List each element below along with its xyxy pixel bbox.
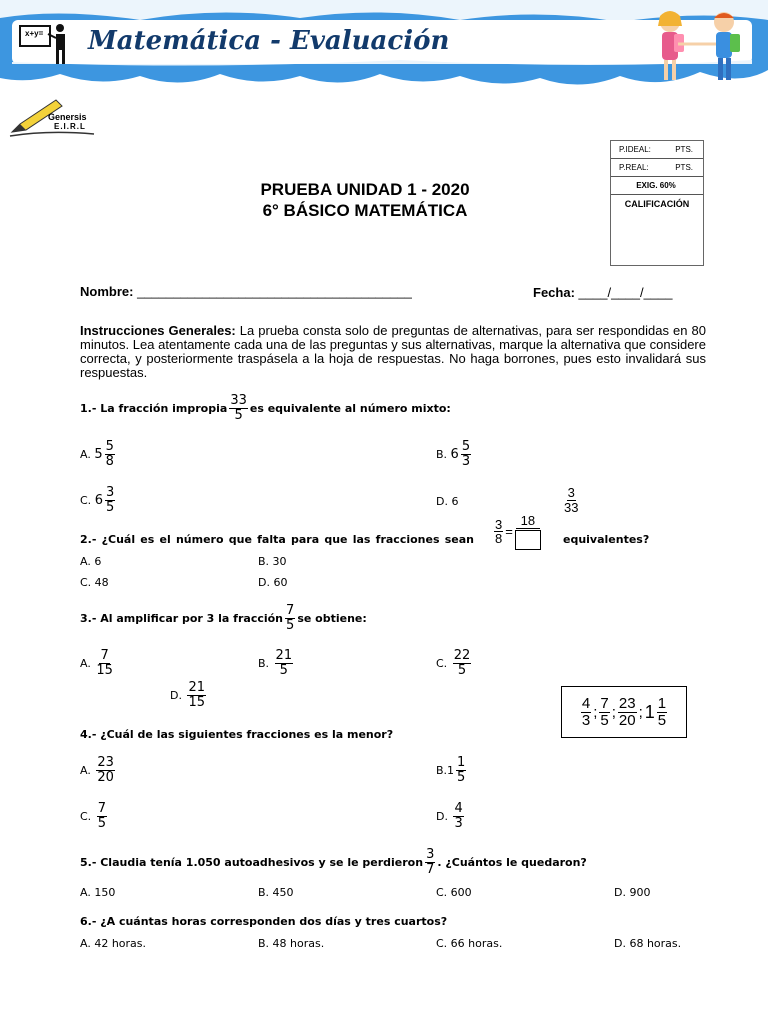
q6-option-b[interactable]: B. 48 horas. (258, 937, 325, 950)
q4-box-f3d: 20 (618, 711, 636, 729)
q2-eq-frac1 (494, 518, 503, 546)
q1-a-letter: A. (80, 447, 91, 461)
q4-c-den: 5 (97, 815, 106, 831)
q5-fraction (425, 848, 435, 876)
q1-num: 33 (230, 393, 247, 408)
q4-d-num: 4 (454, 801, 463, 816)
exam-title-line2: 6° BÁSICO MATEMÁTICA (262, 201, 468, 220)
q3-d-frac (187, 681, 206, 709)
q2-option-b[interactable]: B. 30 (258, 555, 287, 568)
q3-a-frac (96, 649, 113, 677)
q2-top-fraction (564, 486, 578, 514)
question-1 (80, 394, 451, 422)
q2-eq-frac2 (515, 514, 541, 550)
date-field[interactable] (533, 285, 673, 300)
q1-c-num: 3 (105, 485, 115, 500)
real-row (611, 159, 703, 177)
q2-equation (492, 514, 543, 550)
q2-eq-n1: 3 (495, 516, 503, 532)
name-blank: ______________________________________ (137, 284, 412, 299)
q5-option-b[interactable]: B. 450 (258, 886, 294, 899)
q2-post: equivalentes? (563, 533, 650, 546)
q1-option-c[interactable] (80, 486, 117, 514)
q4-box-frac2 (599, 696, 609, 729)
q1-post: es equivalente al número mixto: (249, 401, 451, 415)
q1-a-den: 8 (105, 453, 114, 469)
q4-box-sep2: ; (611, 703, 616, 721)
q1-den: 5 (234, 407, 243, 423)
q4-fractions-box (561, 686, 687, 738)
q4-option-c[interactable] (80, 802, 109, 830)
q4-d-frac (453, 802, 463, 830)
q3-b-num: 21 (275, 648, 293, 663)
q4-a-num: 23 (97, 755, 114, 770)
q2-option-d[interactable]: D. 60 (258, 576, 288, 589)
q3-b-den: 5 (279, 662, 288, 678)
q5-post: . ¿Cuántos le quedaron? (437, 855, 587, 869)
instructions (80, 324, 706, 380)
q2-option-a[interactable]: A. 6 (80, 555, 102, 568)
q4-c-letter: C. (80, 809, 92, 823)
q3-d-den: 15 (188, 694, 206, 710)
q2-top-den: 33 (564, 499, 579, 515)
q5-option-a[interactable]: A. 150 (80, 886, 116, 899)
q1-c-frac (105, 486, 115, 514)
q2-answer-box[interactable] (515, 530, 541, 550)
kids-illustration (638, 6, 758, 90)
q4-box-whole: 1 (644, 701, 655, 722)
q4-box-f1d: 3 (581, 711, 591, 729)
q4-b-num: 1 (457, 755, 466, 770)
real-label: P.REAL: (619, 163, 649, 172)
ideal-label: P.IDEAL: (619, 145, 651, 154)
q4-c-frac (97, 802, 107, 830)
q1-b-whole: 6 (450, 446, 459, 462)
q4-box-sep3: ; (638, 703, 643, 721)
q4-box-f2n: 7 (600, 694, 609, 712)
q4-box-f4d: 5 (657, 711, 667, 729)
q4-box-sep1: ; (593, 703, 598, 721)
q5-option-c[interactable]: C. 600 (436, 886, 472, 899)
q3-d-letter: D. (170, 688, 182, 702)
calif-label: CALIFICACIÓN (624, 199, 690, 209)
q6-option-c[interactable]: C. 66 horas. (436, 937, 503, 950)
q3-b-frac (275, 649, 294, 677)
q2-option-c[interactable]: C. 48 (80, 576, 109, 589)
q3-b-letter: B. (258, 656, 270, 670)
question-6: 6.- ¿A cuántas horas corresponden dos días y tres cuartos? (80, 915, 448, 928)
q4-b-den: 5 (457, 769, 466, 785)
q5-pre: 5.- Claudia tenía 1.050 autoadhesivos y se le perdieron (80, 855, 424, 869)
q1-b-num: 5 (461, 439, 471, 454)
q1-c-den: 5 (105, 499, 115, 515)
q4-a-letter: A. (80, 763, 91, 777)
q4-a-den: 20 (97, 769, 114, 785)
q1-d-letter: D. (436, 495, 448, 508)
q4-box-f4n: 1 (657, 694, 667, 712)
q3-post: se obtiene: (297, 611, 367, 625)
board-text: x+y= (25, 29, 44, 38)
q4-box-f1n: 4 (581, 694, 591, 712)
q4-box-frac4 (657, 696, 667, 729)
q3-d-num: 21 (188, 680, 206, 695)
q4-box-frac1 (581, 696, 591, 729)
company-logo (8, 94, 98, 138)
q4-d-den: 3 (454, 815, 463, 831)
instructions-text: La prueba consta solo de preguntas de alternativas, para ser respondidas en 80 minutos. Lea atentamente cada una de las preguntas y sus alternativas, marque la alternativa que considere correcta, y posteriormente traspásela a la hoja de respuestas. No haga borrones, pues esto invalidará sus respuestas. (80, 323, 706, 380)
q1-a-frac (105, 440, 115, 468)
exam-title (200, 180, 530, 221)
q1-option-d[interactable] (436, 495, 458, 508)
q4-box-frac3 (618, 696, 637, 729)
q1-b-frac (461, 440, 471, 468)
q6-option-d[interactable]: D. 68 horas. (614, 937, 682, 950)
q3-a-letter: A. (80, 656, 91, 670)
q2-top-num: 3 (567, 485, 575, 500)
q4-option-a[interactable] (80, 756, 117, 784)
instructions-label: Instrucciones Generales: (80, 323, 236, 338)
q3-a-num: 7 (100, 648, 109, 663)
q1-c-letter: C. (80, 493, 92, 507)
q6-option-a[interactable]: A. 42 horas. (80, 937, 147, 950)
q3-c-den: 5 (457, 662, 467, 678)
real-pts: PTS. (675, 163, 693, 172)
exig-label: EXIG. 60% (636, 181, 676, 190)
ideal-row (611, 141, 703, 159)
q2-eq-d1: 8 (495, 531, 503, 547)
logo-line1: Genersis (48, 112, 87, 122)
q1-option-b[interactable] (436, 440, 473, 468)
q3-fraction (285, 604, 295, 632)
score-box (610, 140, 704, 266)
q3-option-d[interactable] (170, 681, 208, 709)
q3-num: 7 (286, 603, 295, 618)
q1-a-num: 5 (105, 439, 114, 454)
q1-c-whole: 6 (94, 492, 103, 508)
q1-d-value: 6 (451, 495, 459, 508)
q4-box-f3n: 23 (618, 694, 636, 712)
q3-c-frac (453, 649, 472, 677)
exig-row (611, 177, 703, 195)
teacher-board-icon (18, 22, 70, 66)
date-blank: ____/____/____ (578, 285, 673, 300)
q4-b-letter: B.1 (436, 763, 455, 777)
q4-a-frac (96, 756, 115, 784)
q1-a-whole: 5 (94, 446, 103, 462)
q3-pre: 3.- Al amplificar por 3 la fracción (80, 611, 284, 625)
q3-c-letter: C. (436, 656, 448, 670)
exam-title-line1: PRUEBA UNIDAD 1 - 2020 (260, 180, 470, 199)
q1-option-a[interactable] (80, 440, 117, 468)
q3-option-b[interactable] (258, 649, 295, 677)
q4-c-num: 7 (97, 801, 106, 816)
q3-den: 5 (286, 617, 295, 633)
question-5 (80, 848, 587, 876)
q1-fraction (229, 394, 248, 422)
question-3 (80, 604, 367, 632)
date-label: Fecha: (533, 285, 575, 300)
q3-c-num: 22 (453, 648, 471, 663)
ideal-pts: PTS. (675, 145, 693, 154)
q1-pre: 1.- La fracción impropia (80, 401, 228, 415)
question-2 (80, 533, 474, 546)
q5-option-d[interactable]: D. 900 (614, 886, 651, 899)
q1-b-den: 3 (461, 453, 471, 469)
q1-b-letter: B. (436, 447, 448, 461)
header-title: Matemática - Evaluación (88, 26, 450, 56)
name-label: Nombre: (80, 284, 134, 299)
q4-box-f2d: 5 (600, 711, 609, 729)
q3-a-den: 15 (96, 662, 113, 678)
question-4: 4.- ¿Cuál de las siguientes fracciones es la menor? (80, 728, 394, 741)
q5-num: 3 (426, 847, 435, 862)
q2-eq-n2: 18 (516, 514, 540, 529)
name-field[interactable] (80, 284, 412, 299)
q2-pre: 2.- ¿Cuál es el número que falta para que las fracciones sean (80, 533, 474, 546)
logo-line2: E.I.R.L (54, 122, 86, 131)
q5-den: 7 (426, 861, 435, 877)
q4-b-frac (456, 756, 466, 784)
q4-d-letter: D. (436, 809, 448, 823)
q3-option-c[interactable] (436, 649, 473, 677)
q2-eq-sign: = (505, 524, 513, 540)
q4-option-b[interactable] (436, 756, 468, 784)
q3-option-a[interactable] (80, 649, 115, 677)
q4-option-d[interactable] (436, 802, 466, 830)
